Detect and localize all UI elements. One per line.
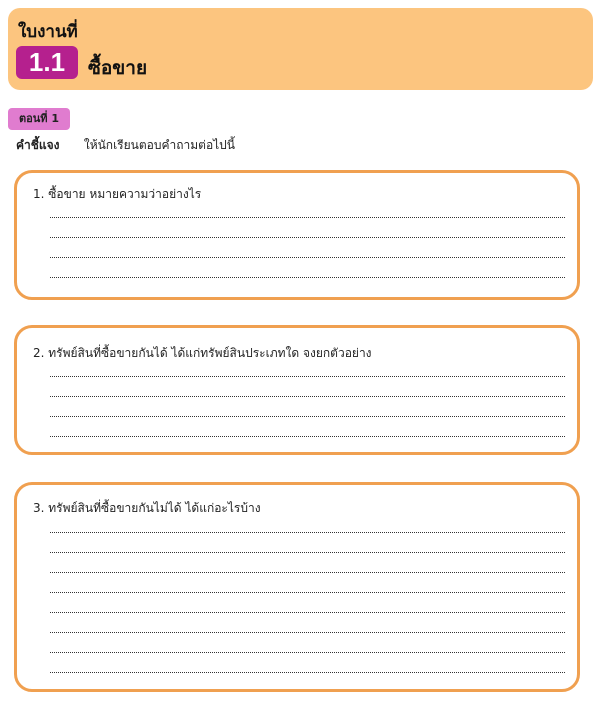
instruction-row bbox=[16, 136, 235, 155]
answer-line[interactable] bbox=[50, 376, 565, 377]
answer-line[interactable] bbox=[50, 436, 565, 437]
answer-line[interactable] bbox=[50, 672, 565, 673]
worksheet-header bbox=[8, 8, 593, 90]
answer-line[interactable] bbox=[50, 592, 565, 593]
question-box-3 bbox=[14, 482, 580, 692]
question-text: 2. ทรัพย์สินที่ซื้อขายกันได้ ได้แก่ทรัพย์สินประเภทใด จงยกตัวอย่าง bbox=[33, 346, 372, 360]
answer-line[interactable] bbox=[50, 552, 565, 553]
answer-line[interactable] bbox=[50, 396, 565, 397]
instruction-label: คำชี้แจง bbox=[16, 138, 60, 152]
question-text: 1. ซื้อขาย หมายความว่าอย่างไร bbox=[33, 187, 202, 201]
answer-line[interactable] bbox=[50, 217, 565, 218]
question-text: 3. ทรัพย์สินที่ซื้อขายกันไม่ได้ ได้แก่อะไรบ้าง bbox=[33, 501, 261, 515]
worksheet-number-badge: 1.1 bbox=[16, 46, 78, 79]
answer-line[interactable] bbox=[50, 612, 565, 613]
answer-line[interactable] bbox=[50, 532, 565, 533]
question-box-2 bbox=[14, 325, 580, 455]
part-label-tag: ตอนที่ 1 bbox=[8, 108, 70, 130]
answer-line[interactable] bbox=[50, 257, 565, 258]
answer-line[interactable] bbox=[50, 237, 565, 238]
worksheet-subtitle: ซื้อขาย bbox=[88, 57, 148, 79]
answer-line[interactable] bbox=[50, 632, 565, 633]
instruction-text: ให้นักเรียนตอบคำถามต่อไปนี้ bbox=[83, 138, 235, 152]
answer-line[interactable] bbox=[50, 572, 565, 573]
answer-line[interactable] bbox=[50, 416, 565, 417]
answer-line[interactable] bbox=[50, 277, 565, 278]
question-box-1 bbox=[14, 170, 580, 300]
answer-line[interactable] bbox=[50, 652, 565, 653]
worksheet-title: ใบงานที่ bbox=[18, 22, 78, 42]
